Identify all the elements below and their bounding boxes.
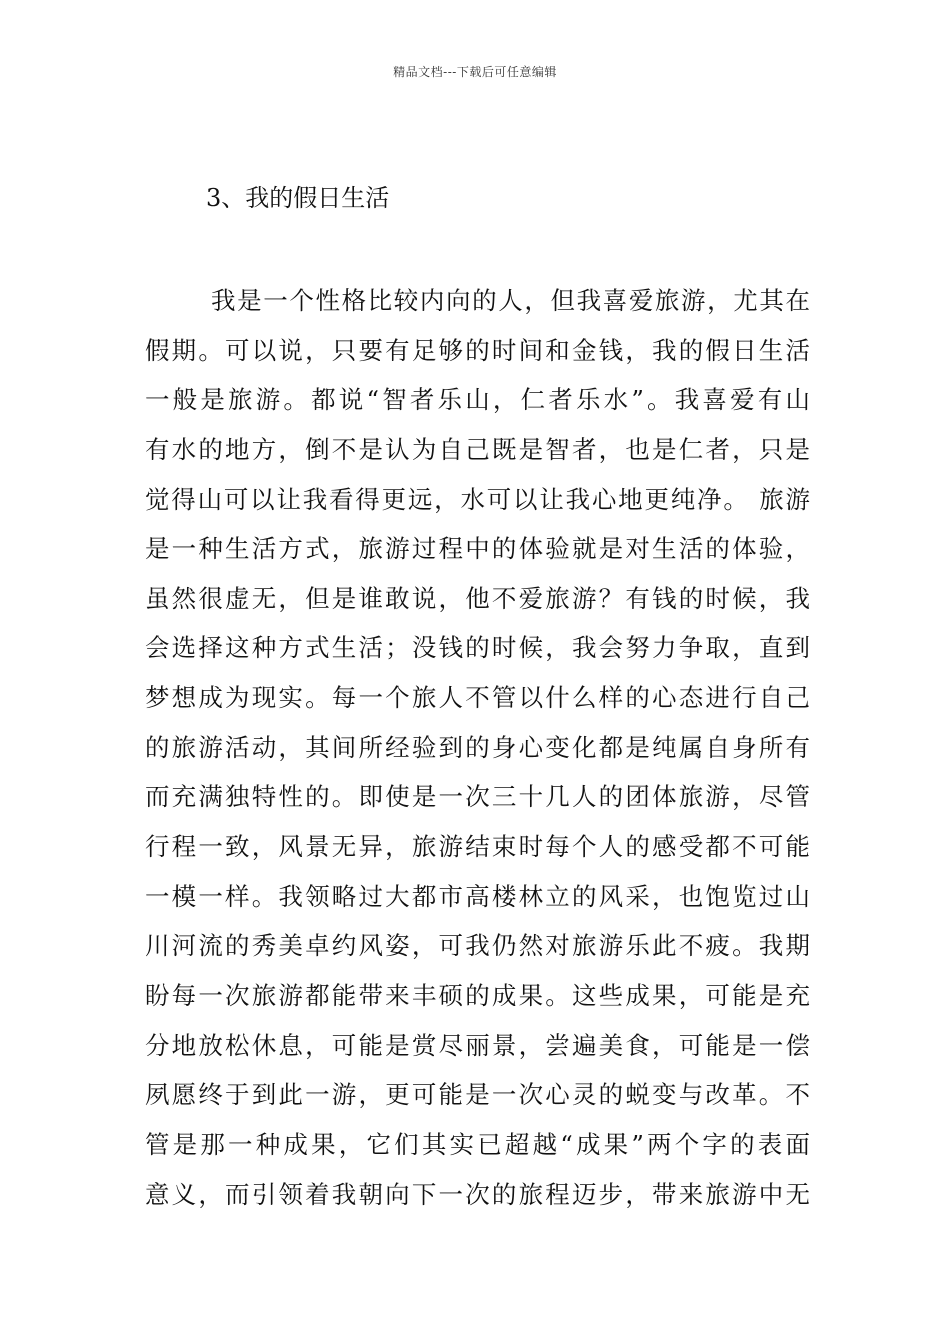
- body-line: 一般是旅游。都说“智者乐山，仁者乐水”。我喜爱有山: [145, 385, 810, 415]
- body-line: 盼每一次旅游都能带来丰硕的成果。这些成果，可能是充: [145, 980, 810, 1010]
- page-header: 精品文档---下载后可任意编辑: [393, 65, 557, 79]
- body-line: 梦想成为现实。每一个旅人不管以什么样的心态进行自己: [145, 683, 810, 713]
- body-line: 分地放松休息，可能是赏尽丽景，尝遍美食，可能是一偿: [145, 1030, 810, 1060]
- body-line: 是一种生活方式，旅游过程中的体验就是对生活的体验，: [145, 534, 810, 564]
- body-line: 有水的地方，倒不是认为自己既是智者，也是仁者，只是: [145, 434, 810, 464]
- body-line: 夙愿终于到此一游，更可能是一次心灵的蜕变与改革。不: [145, 1080, 810, 1110]
- body-line: 行程一致，风景无异，旅游结束时每个人的感受都不可能: [145, 832, 810, 862]
- body-line: 一模一样。我领略过大都市高楼林立的风采，也饱览过山: [145, 881, 810, 911]
- body-line: 虽然很虚无，但是谁敢说，他不爱旅游？有钱的时候，我: [145, 583, 810, 613]
- article-title: 3、我的假日生活: [206, 184, 390, 212]
- body-line: 我是一个性格比较内向的人，但我喜爱旅游，尤其在: [211, 286, 810, 315]
- body-line: 意义，而引领着我朝向下一次的旅程迈步，带来旅游中无: [145, 1179, 810, 1209]
- body-line: 管是那一种成果，它们其实已超越“成果”两个字的表面: [145, 1129, 810, 1159]
- body-line: 而充满独特性的。即使是一次三十几人的团体旅游，尽管: [145, 782, 810, 812]
- body-line: 假期。可以说，只要有足够的时间和金钱，我的假日生活: [145, 335, 810, 365]
- body-line: 的旅游活动，其间所经验到的身心变化都是纯属自身所有: [145, 732, 810, 762]
- body-line: 川河流的秀美卓约风姿，可我仍然对旅游乐此不疲。我期: [145, 931, 810, 961]
- body-line: 会选择这种方式生活；没钱的时候，我会努力争取，直到: [145, 633, 810, 663]
- body-line: 觉得山可以让我看得更远，水可以让我心地更纯净。 旅游: [145, 484, 810, 514]
- article-body: [145, 276, 810, 1219]
